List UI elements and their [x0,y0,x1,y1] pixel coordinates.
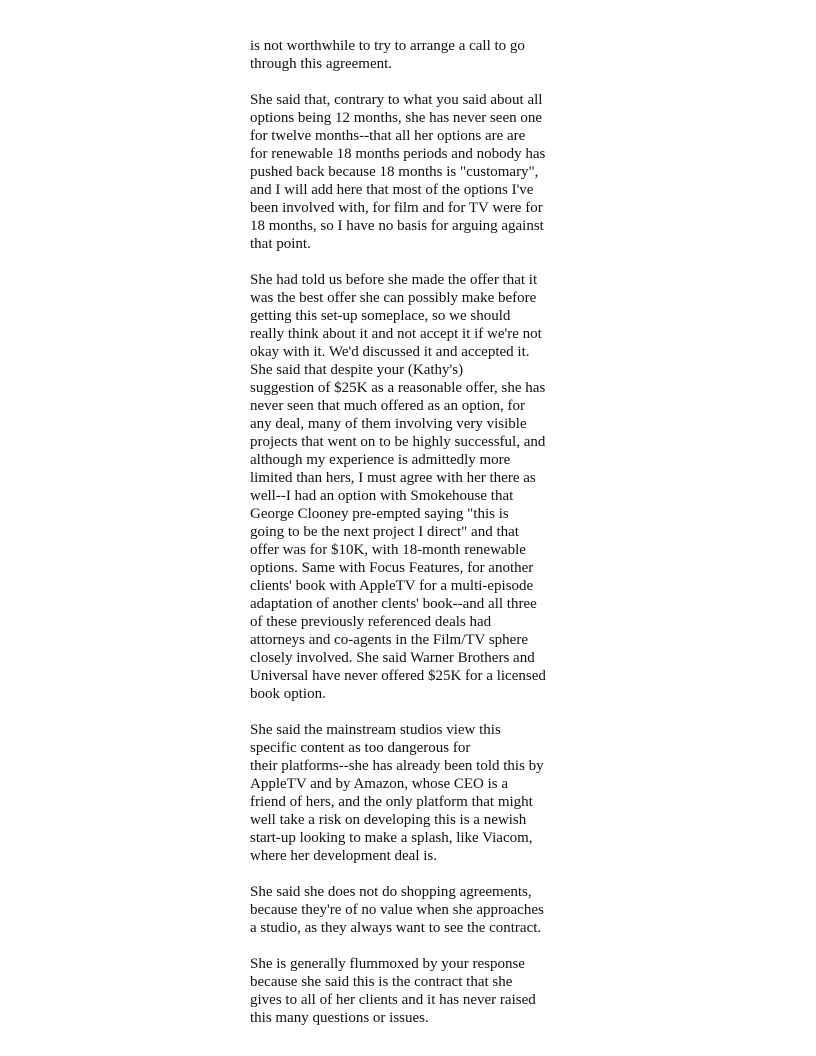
text-line: projects that went on to be highly successful, and [250,434,546,450]
text-line: any deal, many of them involving very visible [250,416,527,432]
text-line: She said she does not do shopping agreements, [250,884,532,900]
text-line: She said the mainstream studios view this [250,722,501,738]
paragraph-studio-view [250,721,570,865]
text-line: of these previously referenced deals had [250,614,492,630]
paragraph-shopping-agreements [250,883,570,937]
text-line: this many questions or issues. [250,1010,429,1026]
document-body [250,37,570,1027]
text-line: She is generally flummoxed by your response [250,956,525,972]
text-line: a studio, as they always want to see the contract. [250,920,542,936]
text-line: because she said this is the contract that she [250,974,513,990]
text-line: George Clooney pre-empted saying "this is [250,506,509,522]
paragraph-option-term [250,91,570,253]
text-line: Universal have never offered $25K for a licensed [250,668,546,684]
text-line: through this agreement. [250,56,393,72]
text-line: attorneys and co-agents in the Film/TV sphere [250,632,528,648]
text-line: She said that despite your (Kathy's) [250,362,464,378]
text-line: She said that, contrary to what you said about all [250,92,543,108]
text-line: adaptation of another clents' book--and all three [250,596,537,612]
text-line: offer was for $10K, with 18-month renewable [250,542,526,558]
text-line: been involved with, for film and for TV were for [250,200,543,216]
text-line: for twelve months--that all her options are are [250,128,526,144]
text-line: specific content as too dangerous for [250,740,471,756]
text-line: pushed back because 18 months is "customary", [250,164,539,180]
paragraph-offer-amount [250,271,570,703]
text-line: getting this set-up someplace, so we should [250,308,511,324]
text-line: that point. [250,236,311,252]
text-line: going to be the next project I direct" and that [250,524,519,540]
text-line: options. Same with Focus Features, for another [250,560,534,576]
text-line: suggestion of $25K as a reasonable offer, she has [250,380,546,396]
text-line: limited than hers, I must agree with her there as [250,470,536,486]
text-line: although my experience is admittedly more [250,452,511,468]
text-line: okay with it. We'd discussed it and accepted it. [250,344,530,360]
text-line: really think about it and not accept it if we're not [250,326,542,342]
text-line: for renewable 18 months periods and nobody has [250,146,546,162]
text-line: start-up looking to make a splash, like Viacom, [250,830,533,846]
text-line: well--I had an option with Smokehouse that [250,488,514,504]
text-line: their platforms--she has already been told this by [250,758,544,774]
text-line: She had told us before she made the offer that it [250,272,538,288]
text-line: 18 months, so I have no basis for arguing against [250,218,544,234]
text-line: friend of hers, and the only platform that might [250,794,533,810]
paragraph-contract-response [250,955,570,1027]
text-line: gives to all of her clients and it has never raised [250,992,536,1008]
text-line: closely involved. She said Warner Brothers and [250,650,535,666]
text-line: never seen that much offered as an option, for [250,398,526,414]
text-line: clients' book with AppleTV for a multi-episode [250,578,534,594]
text-line: where her development deal is. [250,848,438,864]
text-line: because they're of no value when she approaches [250,902,544,918]
text-line: is not worthwhile to try to arrange a call to go [250,38,525,54]
text-line: book option. [250,686,326,702]
text-line: well take a risk on developing this is a newish [250,812,527,828]
text-line: options being 12 months, she has never seen one [250,110,543,126]
text-line: and I will add here that most of the options I've [250,182,534,198]
text-line: AppleTV and by Amazon, whose CEO is a [250,776,509,792]
paragraph-call-not-worthwhile [250,37,570,73]
text-line: was the best offer she can possibly make before [250,290,537,306]
